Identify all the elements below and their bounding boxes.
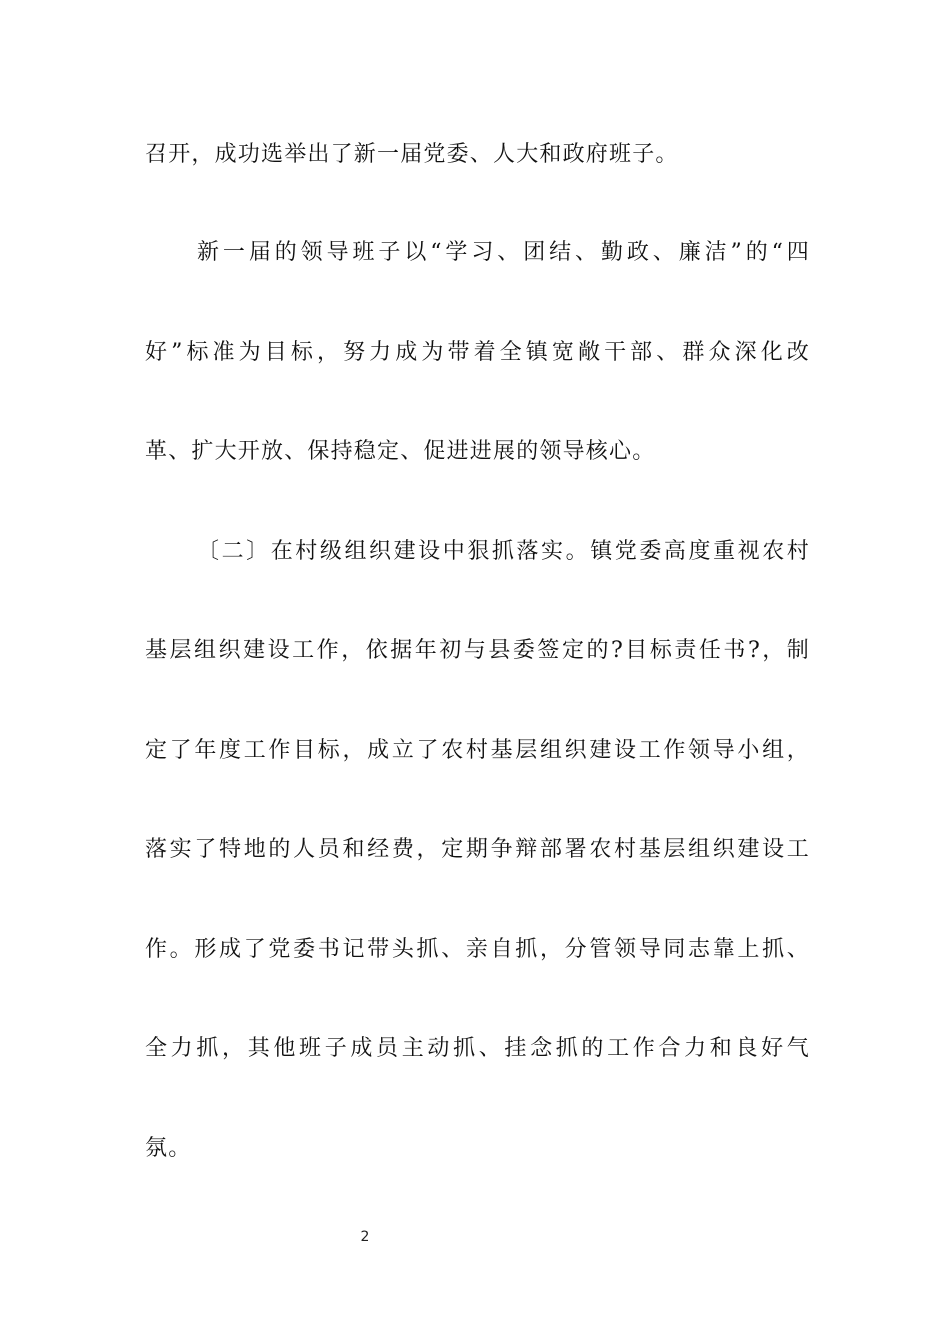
- paragraph-line: 定了年度工作目标，成立了农村基层组织建设工作领导小组，: [145, 738, 810, 763]
- paragraph-line: 作。形成了党委书记带头抓、亲自抓，分管领导同志靠上抓、: [145, 937, 810, 962]
- paragraph-line: 基层组织建设工作，依据年初与县委签定的?目标责任书?，制: [145, 638, 810, 663]
- paragraph-line: 革、扩大开放、保持稳定、促进进展的领导核心。: [145, 439, 656, 464]
- paragraph-line: 召开，成功选举出了新一届党委、人大和政府班子。: [145, 142, 679, 167]
- paragraph-line: 新一届的领导班子以“学习、团结、勤政、廉洁”的“四: [197, 240, 810, 265]
- paragraph-line: 〔二〕在村级组织建设中狠抓落实。镇党委高度重视农村: [197, 539, 810, 564]
- paragraph-line: 氛。: [145, 1136, 192, 1161]
- paragraph-line: 全力抓，其他班子成员主动抓、挂念抓的工作合力和良好气: [145, 1036, 810, 1061]
- page-number: 2: [360, 1229, 370, 1245]
- paragraph-line: 落实了特地的人员和经费，定期争辩部署农村基层组织建设工: [145, 837, 810, 862]
- paragraph-line: 好”标准为目标，努力成为带着全镇宽敞干部、群众深化改: [145, 340, 810, 365]
